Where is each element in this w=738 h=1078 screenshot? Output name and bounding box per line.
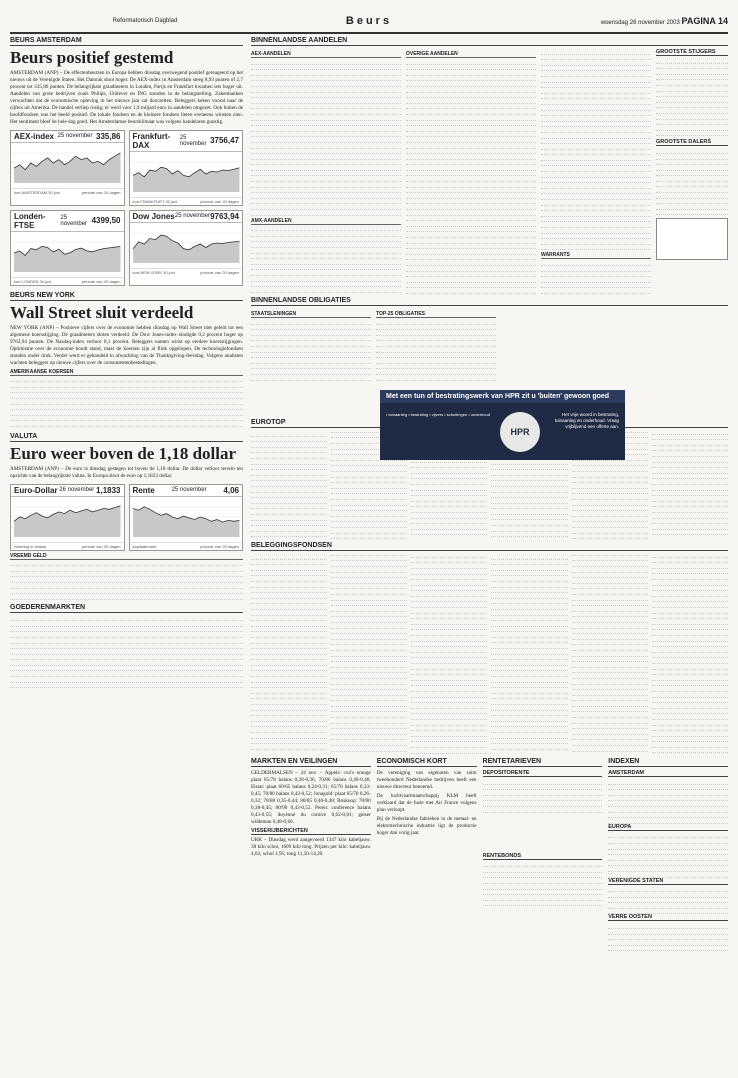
chart-title: Londen-FTSE (14, 212, 60, 230)
chart-foot-left: kort AMSTERDAM 30 juni (14, 190, 60, 195)
listing-row (10, 427, 243, 429)
listing-row (541, 245, 651, 251)
table-filler (608, 833, 728, 878)
overige-aandelen-table (406, 49, 536, 294)
index-sub-title: AMSTERDAM (608, 770, 728, 777)
listing-row (411, 535, 487, 539)
chart-foot-left: Notering in dollars (14, 544, 46, 549)
markten-column (251, 758, 371, 1028)
masthead (10, 10, 728, 34)
table-filler (608, 779, 728, 824)
hpr-logo: HPR (500, 412, 540, 452)
listing-row (10, 600, 243, 601)
chart-footer (130, 542, 243, 550)
opties-warrants-table (541, 49, 651, 294)
table-filler (483, 779, 603, 813)
chart-title: Frankfurt-DAX (133, 132, 180, 150)
listing-row (652, 753, 728, 754)
section-beurs-amsterdam: BEURS AMSTERDAM (10, 37, 243, 46)
listing-row (483, 901, 603, 907)
hpr-advertisement[interactable] (380, 390, 625, 460)
index-chart (10, 484, 125, 551)
chart-header (11, 211, 124, 232)
chart-footer (11, 542, 124, 550)
valuta-charts (10, 484, 243, 551)
staatsleningen-label: STAATSLENINGEN (251, 311, 371, 318)
chart-header (130, 211, 243, 223)
index-chart (129, 130, 244, 206)
series-area (14, 505, 120, 536)
headline-amsterdam: Beurs positief gestemd (10, 49, 243, 67)
listing-row (331, 752, 407, 754)
article-valuta: AMSTERDAM (ANP) – De euro is dinsdag gestegen tot boven de 1,18 dollar. De dollar verloor terrein ten opzichte van de belangrijkste valuta. In Europa sloot de euro op 1,1833 dollar. (10, 466, 243, 480)
chart-footer (11, 188, 124, 196)
newspaper-page (10, 10, 728, 1058)
chart-foot-right: periode van 20 dagen (200, 270, 239, 275)
section-markten: MARKTEN EN VEILINGEN (251, 758, 371, 767)
listing-row (491, 537, 567, 539)
section-beleggingsfondsen: BELEGGINGSFONDSEN (251, 542, 728, 551)
top25-table (376, 309, 496, 381)
economisch-item: De luchtvaartmaatschappij KLM heeft verklaard dat de fusie met Air France volgens plan verloopt. (377, 793, 477, 814)
section-indexen: INDEXEN (608, 758, 728, 767)
chart-foot-left: kort FRANKFURT 30 juni (133, 199, 178, 204)
left-column (10, 37, 243, 692)
chart-plot (130, 497, 243, 537)
aex-aandelen-table (251, 49, 401, 294)
overige-aandelen-label: OVERIGE AANDELEN (406, 51, 536, 58)
section-economisch-kort: ECONOMISCH KORT (377, 758, 477, 767)
chart-header (130, 131, 243, 152)
table-filler (483, 862, 603, 907)
chart-header (11, 485, 124, 497)
listing-row (572, 752, 648, 754)
chart-footer (11, 277, 124, 285)
chart-foot-right: periode van 20 dagen (200, 199, 239, 204)
visserij-title: VISSERIJBERICHTEN (251, 828, 371, 835)
chart-foot-left: kort LONDEN 30 juni (14, 279, 51, 284)
grootste-dalers-title: GROOTSTE DALERS (656, 139, 728, 146)
chart-title: Rente (133, 486, 155, 495)
indexen-column (608, 758, 728, 1028)
amerikaanse-koersen-title: AMERIKAANSE KOERSEN (10, 369, 243, 376)
article-amsterdam: AMSTERDAM (ANP) – De effectenbeurzen in Europa hebben dinsdag overwegend positief gereageerd op het nieuws uit de Verenigde Staten. Het Damrak sloot hoger. De AEX-index in Amsterdam steeg 8,93 punten of 2,7 procent tot 335,86 punten. De belangrijkste graadmeters in Londen, Parijs en Frankfurt kwamen iets hoger uit. Aandelen van grote bedrijven zoals Philips, Unilever en ING stonden in de belangstelling. Zakenbanken verwachten dat de economische opleving in het nieuwe jaar zal doorzetten. Beleggers keken vooral naar de cijfers uit Amerika. De handel verliep rustig; er werd voor 1,9 miljard euro in aandelen omgezet. Ook buiten de hoofdfondsen was het beeld positief. De lokale fondsen en de kleinere fondsen lieten eveneens winsten zien. Het sentiment bleef de hele dag goed. Het Amsterdamse beursklimaat was volgens handelaren gunstig. (10, 70, 243, 126)
rentebonds-title: RENTEBONDS (483, 853, 603, 860)
stijgers-dalers (656, 49, 728, 294)
page-date (458, 16, 728, 26)
chart-title: AEX-index (14, 132, 54, 141)
amerikaanse-koersen-table (10, 377, 243, 429)
economisch-item: Bij de Nederlandse fabrieken in de metaal- en elektrotechnische industrie ligt de productie hoger dan vorig jaar. (377, 816, 477, 837)
vreemd-geld-table (10, 561, 243, 601)
table-filler (251, 554, 728, 754)
index-chart (129, 210, 244, 286)
chart-footer (130, 197, 243, 205)
markten-body: GELDERMALSEN – 24 nov. – Appels: cox's orange plaat 65/70 balans 0,28-0,36, 70/80 balans 0,40-0,46; Elstar: plaat 60/65 balans 0,24-0,31; 65/70 balans 0,33-0,45; 70/80 balans 0,42-0,52; Jonagold: plaat 65/70 0,26-0,32; 70/80 0,35-0,44; 80/85 0,40-0,48; Boskoop: 70/80 0,38-0,45; 80/90 0,43-0,52. Peren: conference balans 0,43-0,55; doyenné du comice 0,62-0,81; gieser wildeman 0,48-0,60. (251, 770, 371, 826)
ad-text: Het vrije woord in bestrating, tuinaanleg en onderhoud. Vraag vrijblijvend een offerte aan. (547, 412, 619, 430)
aankondigingen-box (656, 218, 728, 260)
economisch-item: De vereniging van eigenaren van ruim tweehonderd Nederlandse bedrijven heeft een nieuwe directeur benoemd. (377, 770, 477, 791)
listing-row (251, 210, 401, 216)
bottom-block (251, 758, 728, 1028)
aex-aandelen-label: AEX-AANDELEN (251, 51, 401, 58)
listing-row (608, 946, 728, 952)
listing-row (656, 131, 728, 137)
chart-plot (11, 497, 124, 537)
beleggingsfondsen-table (251, 554, 728, 754)
table-filler (541, 49, 651, 250)
obligaties-block (251, 309, 728, 381)
section-valuta: VALUTA (10, 433, 243, 442)
grootste-stijgers-title: GROOTSTE STIJGERS (656, 49, 728, 56)
index-charts (10, 130, 243, 286)
page-number: PAGINA 14 (681, 16, 728, 26)
chart-plot (130, 223, 243, 263)
series-area (14, 153, 120, 183)
ad-list: • tuinaanleg • bestrating • vijvers • schuttingen • onderhoud (386, 412, 491, 418)
table-filler (541, 260, 651, 294)
section-binnenlandse-aandelen: BINNENLANDSE AANDELEN (251, 37, 728, 46)
chart-foot-left: kapitaalmarkt (133, 544, 157, 549)
chart-date: 25 november (58, 133, 93, 139)
right-column (251, 37, 728, 1028)
headline-valuta: Euro weer boven de 1,18 dollar (10, 445, 243, 463)
aandelen-block (251, 49, 728, 294)
chart-footer (130, 268, 243, 276)
table-filler (406, 59, 536, 294)
chart-plot (130, 152, 243, 192)
listing-row (652, 535, 728, 539)
section-obligaties: BINNENLANDSE OBLIGATIES (251, 297, 728, 306)
economisch-column (377, 758, 477, 1028)
top25-label: TOP-25 OBLIGATIES (376, 311, 496, 318)
ad-title: Met een tun of bestratingswerk van HPR zit u 'buiten' gewoon goed (380, 390, 625, 403)
chart-date: 25 november (180, 135, 210, 147)
listing-row (251, 293, 401, 294)
section-rentetarieven: RENTETARIEVEN (483, 758, 603, 767)
table-filler (656, 148, 728, 215)
chart-value: 3756,47 (210, 136, 239, 145)
vreemd-geld-title: VREEMD GELD (10, 553, 243, 560)
table-filler (10, 616, 243, 692)
chart-date: 25 november (175, 213, 210, 219)
chart-foot-right: periode van 20 dagen (82, 190, 121, 195)
index-sub-title: EUROPA (608, 824, 728, 831)
chart-title: Euro-Dollar (14, 486, 58, 495)
table-filler (251, 59, 401, 216)
amx-aandelen-label: AMX-AANDELEN (251, 218, 401, 225)
date-text: woensdag 26 november 2003 (601, 20, 680, 26)
chart-plot (11, 143, 124, 183)
table-filler (10, 377, 243, 429)
chart-date: 26 november (59, 487, 94, 493)
goederenmarkten-table (10, 616, 243, 692)
chart-date: 25 november (172, 487, 207, 493)
visserij-body: URK – Dinsdag werd aangevoerd 1347 kilo kabeljauw, 38 kilo schol, 1609 kilo tong. Prijzen per kilo: kabeljauw 4,02; schol 1,95; tong 11,50-14,20. (251, 837, 371, 858)
index-chart (129, 484, 244, 551)
listing-row (251, 750, 327, 754)
section-goederenmarkten: GOEDERENMARKTEN (10, 604, 243, 613)
newspaper-name: Reformatorisch Dagblad (10, 18, 280, 24)
table-filler (608, 923, 728, 951)
rentetarieven-column (483, 758, 603, 1028)
table-filler (251, 319, 371, 381)
chart-date: 25 november (60, 215, 91, 227)
section-beurs-new-york: BEURS NEW YORK (10, 292, 243, 301)
listing-row (656, 210, 728, 216)
table-filler (10, 561, 243, 601)
index-chart (10, 210, 125, 286)
chart-value: 9763,94 (210, 212, 239, 221)
chart-value: 1,1833 (96, 486, 120, 495)
table-filler (251, 226, 401, 294)
table-filler (656, 58, 728, 136)
warrants-label: WARRANTS (541, 252, 651, 259)
chart-foot-right: periode van 20 dagen (82, 544, 121, 549)
index-sub-title: VERRE OOSTEN (608, 914, 728, 921)
headline-new-york: Wall Street sluit verdeeld (10, 304, 243, 322)
chart-plot (11, 232, 124, 272)
table-filler (608, 887, 728, 915)
index-sub-title: VERENIGDE STATEN (608, 878, 728, 885)
listing-row (10, 688, 243, 691)
page-section-title: Beurs (280, 15, 458, 27)
chart-title: Dow Jones (133, 212, 175, 221)
depositorente-title: DEPOSITORENTE (483, 770, 603, 777)
chart-value: 335,86 (96, 132, 120, 141)
index-chart (10, 130, 125, 206)
chart-foot-right: periode van 20 dagen (82, 279, 121, 284)
listing-row (491, 750, 567, 754)
table-filler (376, 319, 496, 381)
chart-header (130, 485, 243, 497)
chart-value: 4399,50 (92, 216, 121, 225)
staatsleningen-table (251, 309, 371, 381)
section-eurotop: EUROTOP (251, 419, 728, 428)
chart-value: 4,06 (223, 486, 239, 495)
chart-header (11, 131, 124, 143)
article-new-york: NEW YORK (ANP) – Positieve cijfers over de economie hebben dinsdag op Wall Street niet geleid tot een algemene koersstijging. De graadmeters sloten verdeeld. De Dow Jones-index eindigde 0,2 procent hoger op 9763,94 punten. De Nasdaq-index verloor 0,1 procent. Beleggers namen winst op eerdere koersstijgingen. Optimisme over de economie houdt stand, maar de koersen zijn al flink opgelopen. De technologiefondsen stonden onder druk. Verder werd er gehandeld in afwachting van de Thanksgiving-feestdag. Volgens analisten wachten beleggers op nieuwe cijfers over de consumentenbestedingen. (10, 325, 243, 367)
listing-row (411, 754, 487, 755)
chart-foot-right: periode van 20 dagen (200, 544, 239, 549)
listing-row (251, 537, 327, 539)
listing-row (483, 807, 603, 813)
chart-foot-left: kort NEW YORK 30 juni (133, 270, 175, 275)
